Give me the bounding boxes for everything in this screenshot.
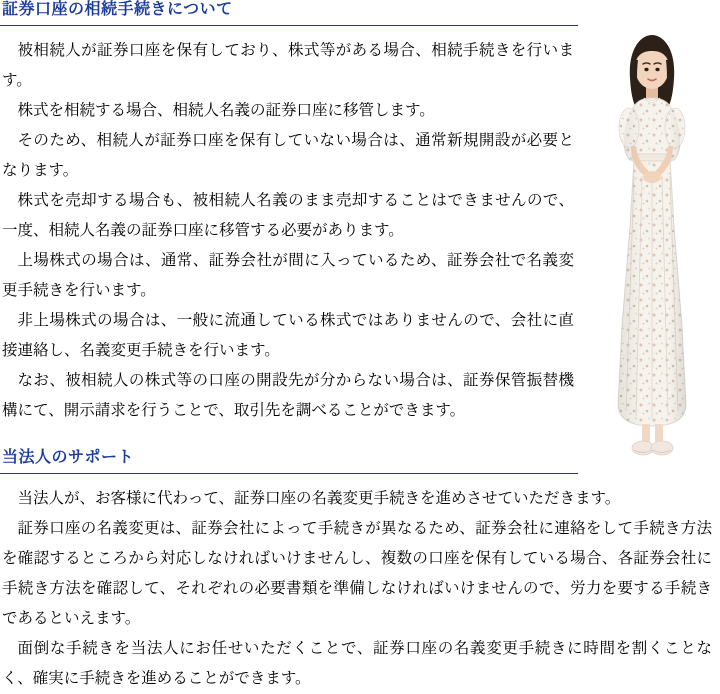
paragraph: 当法人が、お客様に代わって、証券口座の名義変更手続きを進めさせていただきます。 <box>17 490 621 507</box>
paragraph: 株式を売却する場合も、被相続人名義のまま売却することはできませんので、一度、相続人名義の証券口座に移管する必要があります。 <box>2 192 574 239</box>
section-corporation-support <box>0 448 712 694</box>
section-two-heading: 当法人のサポート <box>2 449 135 466</box>
section-two-heading-wrap <box>0 448 578 474</box>
paragraph: 被相続人が証券口座を保有しており、株式等がある場合、相続手続きを行います。 <box>2 42 574 89</box>
section-one-heading-wrap <box>0 0 578 26</box>
section-one-heading: 証券口座の相続手続きについて <box>2 1 233 18</box>
paragraph: 上場株式の場合は、通常、証券会社が間に入っているため、証券会社で名義変更手続きを行います。 <box>2 252 574 299</box>
paragraph: 証券口座の名義変更は、証券会社によって手続きが異なるため、証券会社に連絡をして手続き方法を確認するところから対応しなければいけませんし、複数の口座を保有している場合、各証券会社に手続き方法を確認して、それぞれの必要書類を準備しなければいけませんので、労力を要する手続きであるといえます。 <box>2 520 712 627</box>
staff-photo-illustration <box>586 26 718 468</box>
section-one-body <box>0 26 578 426</box>
paragraph: そのため、相続人が証券口座を保有していない場合は、通常新規開設が必要となります。 <box>2 132 574 179</box>
paragraph: 面倒な手続きを当法人にお任せいただくことで、証券口座の名義変更手続きに時間を割くことなく、確実に手続きを進めることができます。 <box>2 640 712 687</box>
paragraph: 株式を相続する場合、相続人名義の証券口座に移管します。 <box>17 102 435 119</box>
paragraph: なお、被相続人の株式等の口座の開設先が分からない場合は、証券保管振替機構にて、開示請求を行うことで、取引先を調べることができます。 <box>2 372 574 419</box>
section-two-body <box>0 474 714 694</box>
paragraph: 非上場株式の場合は、一般に流通している株式ではありませんので、会社に直接連絡し、名義変更手続きを行います。 <box>2 312 574 359</box>
staff-photo <box>586 26 718 468</box>
